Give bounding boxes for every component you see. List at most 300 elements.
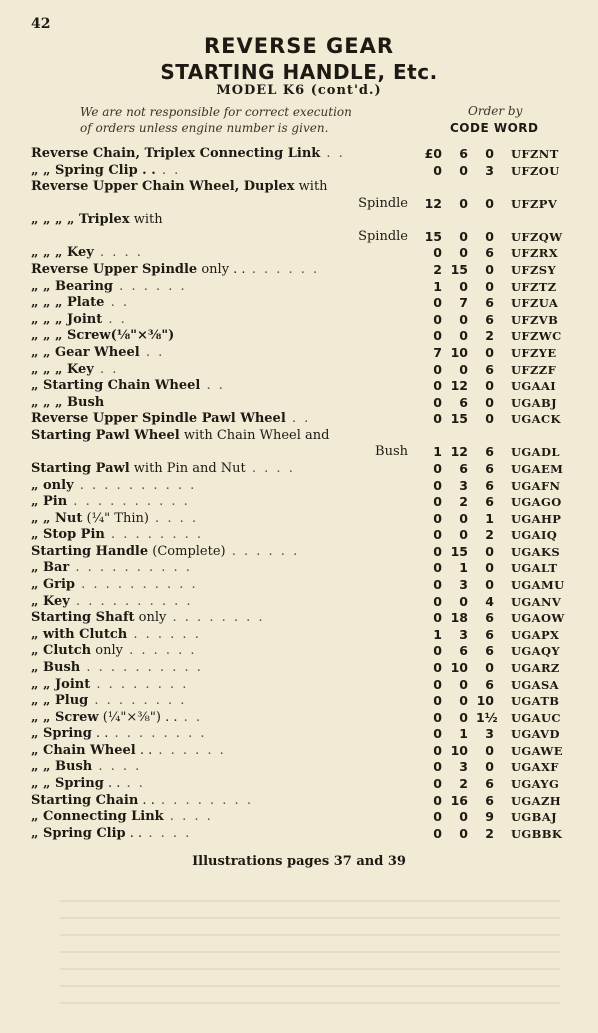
price-pence: 0 bbox=[485, 228, 494, 244]
price-pence: 0 bbox=[485, 378, 494, 394]
part-name: „ „ Bush bbox=[31, 759, 93, 775]
list-item bbox=[0, 594, 598, 611]
price-shillings: 10 bbox=[450, 344, 468, 360]
code-word: UGASA bbox=[511, 677, 559, 692]
part-description bbox=[31, 594, 408, 610]
leader-dots: . . . . . . bbox=[152, 742, 226, 758]
price-pence: 2 bbox=[485, 825, 494, 841]
part-name: Starting Pawl Wheel bbox=[31, 427, 180, 443]
price-pounds: 0 bbox=[433, 659, 442, 675]
price-pounds: 2 bbox=[433, 262, 442, 278]
price-pence: 6 bbox=[485, 494, 494, 510]
price-pounds: 0 bbox=[433, 643, 442, 659]
code-word: UGADL bbox=[511, 445, 560, 460]
code-word: UGBBK bbox=[511, 826, 563, 841]
leader-dots: . . bbox=[177, 709, 203, 725]
leader-dots: . . . . . . bbox=[225, 543, 300, 559]
part-name: „ „ „ Screw(⅛"×⅜") bbox=[31, 328, 175, 344]
price-pence: 6 bbox=[485, 775, 494, 791]
code-word: UFZOU bbox=[511, 163, 560, 178]
price-shillings: 3 bbox=[459, 577, 468, 593]
code-word: UFZPV bbox=[511, 196, 558, 211]
price-pence: 3 bbox=[485, 162, 494, 178]
bleed-through-shadow bbox=[60, 900, 560, 1010]
price-pence: 6 bbox=[485, 444, 494, 460]
price-pence: 6 bbox=[485, 295, 494, 311]
code-word: UGAVD bbox=[511, 727, 560, 742]
price-shillings: 0 bbox=[459, 278, 468, 294]
leader-dots: . . . . . . bbox=[113, 278, 187, 294]
leader-dots: . . bbox=[155, 162, 181, 178]
part-qualifier: Spindle bbox=[358, 228, 408, 244]
price-pounds: 0 bbox=[433, 245, 442, 261]
part-description bbox=[31, 560, 408, 576]
price-pence: 0 bbox=[485, 659, 494, 675]
list-item bbox=[0, 312, 598, 329]
code-word: UFZRX bbox=[511, 246, 559, 261]
list-item bbox=[0, 163, 598, 180]
price-pounds: 0 bbox=[433, 759, 442, 775]
disclaimer-line-2: of orders unless engine number is given. bbox=[80, 121, 329, 135]
parts-list bbox=[0, 146, 598, 842]
price-pence: 6 bbox=[485, 311, 494, 327]
price-pounds: 1 bbox=[433, 278, 442, 294]
list-item bbox=[0, 411, 598, 428]
price-pence: 0 bbox=[485, 577, 494, 593]
leader-dots: . . bbox=[104, 295, 129, 311]
part-qualifier: . . bbox=[103, 775, 121, 791]
price-pounds: 0 bbox=[433, 825, 442, 841]
price-shillings: 15 bbox=[450, 411, 468, 427]
list-item bbox=[0, 461, 598, 478]
part-qualifier: with Pin and Nut bbox=[129, 460, 246, 476]
part-description bbox=[31, 693, 408, 709]
part-description bbox=[31, 196, 408, 212]
part-description bbox=[31, 527, 408, 543]
part-name: Starting Pawl bbox=[31, 460, 130, 476]
code-word: UGAIQ bbox=[511, 528, 558, 543]
price-shillings: 0 bbox=[459, 676, 468, 692]
part-name: „ „ „ Bush bbox=[31, 394, 105, 410]
price-shillings: 12 bbox=[450, 378, 468, 394]
price-shillings: 1 bbox=[459, 726, 468, 742]
price-shillings: 12 bbox=[450, 444, 468, 460]
part-name: „ Clutch bbox=[31, 643, 92, 659]
price-pence: 0 bbox=[485, 411, 494, 427]
part-description bbox=[31, 776, 408, 792]
code-word: UGALT bbox=[511, 561, 558, 576]
list-item bbox=[0, 660, 598, 677]
part-name: „ „ Nut bbox=[31, 510, 83, 526]
part-description bbox=[31, 759, 408, 775]
price-shillings: 6 bbox=[459, 643, 468, 659]
leader-dots: . . bbox=[120, 775, 145, 791]
leader-dots: . . . . . . . . . . bbox=[74, 577, 198, 593]
price-shillings: 0 bbox=[459, 825, 468, 841]
code-word: UGACK bbox=[511, 412, 561, 427]
price-shillings: 6 bbox=[459, 394, 468, 410]
price-pence: 0 bbox=[485, 146, 494, 161]
part-name: „ „ Joint bbox=[31, 676, 91, 692]
part-qualifier: with bbox=[294, 179, 328, 195]
list-item bbox=[0, 544, 598, 561]
list-item bbox=[0, 627, 598, 644]
code-word: UGAHP bbox=[511, 511, 562, 526]
price-pounds: 0 bbox=[433, 411, 442, 427]
part-qualifier: (Complete) bbox=[148, 543, 226, 559]
price-pence: 6 bbox=[485, 792, 494, 808]
part-description bbox=[31, 544, 408, 560]
list-item bbox=[0, 146, 598, 163]
part-description bbox=[31, 212, 408, 228]
model-label: MODEL K6 (cont'd.) bbox=[216, 83, 382, 98]
price-pence: 6 bbox=[485, 626, 494, 642]
part-description bbox=[31, 146, 408, 162]
part-description bbox=[31, 395, 408, 411]
part-description bbox=[31, 511, 408, 527]
part-name: „ Spring bbox=[31, 726, 92, 742]
part-description bbox=[31, 461, 408, 477]
part-description bbox=[31, 610, 408, 626]
list-item bbox=[0, 444, 598, 461]
part-name: „ „ Plug bbox=[31, 693, 89, 709]
part-description bbox=[31, 312, 408, 328]
code-word: UFZUA bbox=[511, 296, 559, 311]
part-name: „ „ Spring bbox=[31, 775, 104, 791]
price-pence: 10 bbox=[476, 693, 494, 709]
illustrations-footer: Illustrations pages 37 and 39 bbox=[192, 854, 406, 869]
price-pence: 0 bbox=[485, 195, 494, 211]
part-qualifier: . . bbox=[91, 726, 109, 742]
price-pounds: 0 bbox=[433, 162, 442, 178]
code-word: UFZZF bbox=[511, 362, 557, 377]
list-item bbox=[0, 345, 598, 362]
code-word: UGAOW bbox=[511, 611, 565, 626]
part-name: „ „ „ Plate bbox=[31, 295, 105, 311]
part-qualifier: (¼"×⅜") . . bbox=[98, 709, 178, 725]
list-item bbox=[0, 295, 598, 312]
leader-dots: . . . . . . . . bbox=[104, 527, 203, 543]
list-item bbox=[0, 677, 598, 694]
price-pounds: 0 bbox=[433, 494, 442, 510]
leader-dots: . . . . bbox=[93, 245, 143, 261]
price-shillings: 3 bbox=[459, 477, 468, 493]
price-shillings: 0 bbox=[459, 245, 468, 261]
list-item bbox=[0, 196, 598, 213]
part-description bbox=[31, 245, 408, 261]
part-description bbox=[31, 279, 408, 295]
part-name: „ Connecting Link bbox=[31, 809, 164, 825]
part-name: Starting Shaft bbox=[31, 610, 135, 626]
part-description bbox=[31, 262, 408, 278]
list-item bbox=[0, 378, 598, 395]
part-name: „ „ Screw bbox=[31, 709, 99, 725]
code-word: UFZSY bbox=[511, 263, 557, 278]
code-word: UFZVB bbox=[511, 312, 559, 327]
list-item bbox=[0, 577, 598, 594]
price-shillings: 0 bbox=[459, 593, 468, 609]
part-name: Starting Handle bbox=[31, 543, 149, 559]
leader-dots: . . . . . . . . bbox=[108, 726, 207, 742]
leader-dots: . . . . . . . . bbox=[154, 792, 253, 808]
part-name: „ Starting Chain Wheel bbox=[31, 378, 201, 394]
code-word: UGAUC bbox=[511, 710, 561, 725]
code-word: UGAGO bbox=[511, 495, 562, 510]
list-item bbox=[0, 743, 598, 760]
code-word: UGAQY bbox=[511, 644, 560, 659]
price-pence: 0 bbox=[485, 262, 494, 278]
price-shillings: 0 bbox=[459, 809, 468, 825]
price-pounds: 0 bbox=[433, 460, 442, 476]
price-pounds: 0 bbox=[433, 809, 442, 825]
part-qualifier: Bush bbox=[375, 444, 408, 460]
price-pence: 6 bbox=[485, 477, 494, 493]
part-qualifier: (¼" Thin) bbox=[82, 510, 149, 526]
part-description bbox=[31, 643, 408, 659]
price-pounds: 0 bbox=[433, 610, 442, 626]
part-name: „ Pin bbox=[31, 494, 68, 510]
part-description bbox=[31, 627, 408, 643]
list-item bbox=[0, 262, 598, 279]
code-word: UGARZ bbox=[511, 660, 560, 675]
price-pounds: 1 bbox=[433, 626, 442, 642]
page-title: REVERSE GEAR bbox=[203, 34, 395, 58]
price-shillings: 3 bbox=[459, 759, 468, 775]
part-description bbox=[31, 378, 408, 394]
leader-dots: . . . . . . . . . . bbox=[73, 477, 197, 493]
list-item bbox=[0, 511, 598, 528]
part-description bbox=[31, 826, 408, 842]
leader-dots: . . bbox=[139, 344, 165, 360]
code-word: UGAEM bbox=[511, 461, 564, 476]
order-by-label: Order by bbox=[468, 104, 523, 118]
leader-dots: . . . . bbox=[163, 809, 213, 825]
price-shillings: 0 bbox=[459, 361, 468, 377]
code-word: UFZYE bbox=[511, 345, 557, 360]
price-pence: 0 bbox=[485, 759, 494, 775]
code-word: UGAMU bbox=[511, 578, 565, 593]
price-pounds: 0 bbox=[433, 543, 442, 559]
part-description bbox=[31, 494, 408, 510]
price-shillings: 3 bbox=[459, 626, 468, 642]
part-description bbox=[31, 362, 408, 378]
leader-dots: . . . . bbox=[92, 759, 142, 775]
list-item bbox=[0, 710, 598, 727]
part-name: „ „ Bearing bbox=[31, 278, 114, 294]
leader-dots: . . . . bbox=[245, 460, 295, 476]
code-word: UGAKS bbox=[511, 544, 561, 559]
leader-dots: . . bbox=[200, 378, 225, 394]
leader-dots: . . . . . . . . . . bbox=[67, 494, 190, 510]
leader-dots: . . . . bbox=[142, 825, 192, 841]
code-word: UGANV bbox=[511, 594, 562, 609]
part-qualifier: only . . bbox=[197, 262, 246, 278]
price-pounds: 0 bbox=[433, 510, 442, 526]
leader-dots: . . . . . . . . . . bbox=[80, 659, 203, 675]
part-name: Reverse Chain, Triplex Connecting Link bbox=[31, 146, 321, 161]
price-pounds: 0 bbox=[433, 726, 442, 742]
leader-dots: . . . . . . . . . . bbox=[69, 560, 192, 576]
part-description bbox=[31, 179, 408, 195]
part-qualifier: . . bbox=[135, 742, 153, 758]
part-name: „ only bbox=[31, 477, 74, 493]
price-shillings: 6 bbox=[459, 460, 468, 476]
price-pounds: 0 bbox=[433, 775, 442, 791]
price-shillings: 10 bbox=[450, 742, 468, 758]
part-qualifier: with bbox=[129, 212, 163, 228]
part-description bbox=[31, 660, 408, 676]
price-pence: 0 bbox=[485, 394, 494, 410]
part-name: Reverse Upper Spindle bbox=[31, 262, 198, 278]
price-shillings: 2 bbox=[459, 494, 468, 510]
leader-dots: . . . . . . bbox=[122, 643, 197, 659]
list-item bbox=[0, 428, 598, 445]
list-item bbox=[0, 693, 598, 710]
leader-dots: . . bbox=[102, 311, 127, 327]
part-name: „ „ Gear Wheel bbox=[31, 344, 140, 360]
part-description bbox=[31, 577, 408, 593]
leader-dots: . . . . . . . . bbox=[90, 676, 189, 692]
list-item bbox=[0, 328, 598, 345]
leader-dots: . . . . . . bbox=[127, 626, 201, 642]
leader-dots: . . . . . . . . bbox=[88, 693, 187, 709]
price-pounds: 0 bbox=[433, 394, 442, 410]
code-word: UGABJ bbox=[511, 395, 557, 410]
price-pence: 2 bbox=[485, 527, 494, 543]
code-word: UFZWC bbox=[511, 329, 562, 344]
list-item bbox=[0, 494, 598, 511]
price-shillings: 0 bbox=[459, 693, 468, 709]
price-pence: 0 bbox=[485, 742, 494, 758]
part-description bbox=[31, 793, 408, 809]
price-pounds: 15 bbox=[424, 228, 442, 244]
part-description bbox=[31, 328, 408, 344]
price-pence: 0 bbox=[485, 278, 494, 294]
code-word: UGAYG bbox=[511, 776, 560, 791]
price-shillings: 0 bbox=[459, 328, 468, 344]
price-pence: 0 bbox=[485, 543, 494, 559]
part-name: „ with Clutch bbox=[31, 626, 128, 642]
disclaimer-line-1: We are not responsible for correct execution bbox=[80, 105, 352, 119]
price-pence: 6 bbox=[485, 610, 494, 626]
price-shillings: 0 bbox=[459, 228, 468, 244]
price-pence: 4 bbox=[485, 593, 494, 609]
list-item bbox=[0, 279, 598, 296]
price-pounds: 0 bbox=[433, 676, 442, 692]
page-number: 42 bbox=[31, 16, 51, 32]
price-shillings: 10 bbox=[450, 659, 468, 675]
code-word: UGAWE bbox=[511, 743, 563, 758]
price-shillings: 16 bbox=[450, 792, 468, 808]
price-pence: 6 bbox=[485, 460, 494, 476]
part-name: „ „ Spring Clip . . bbox=[31, 162, 156, 178]
price-pounds: 1 bbox=[433, 444, 442, 460]
code-word: UGAXF bbox=[511, 760, 559, 775]
part-qualifier: with Chain Wheel and bbox=[179, 427, 330, 443]
code-word: UGAFN bbox=[511, 478, 561, 493]
price-pounds: 0 bbox=[433, 378, 442, 394]
part-description bbox=[31, 411, 408, 427]
list-item bbox=[0, 179, 598, 196]
part-name: Starting Chain bbox=[31, 792, 139, 808]
part-name: „ Key bbox=[31, 593, 70, 609]
price-pounds: 7 bbox=[433, 344, 442, 360]
leader-dots: . . bbox=[320, 146, 345, 161]
part-qualifier: only bbox=[91, 643, 123, 659]
leader-dots: . . . . . . . . . . bbox=[69, 593, 193, 609]
list-item bbox=[0, 212, 598, 229]
price-pence: 2 bbox=[485, 328, 494, 344]
part-name: „ Bush bbox=[31, 659, 81, 675]
code-word: UGATB bbox=[511, 694, 560, 709]
part-description bbox=[31, 710, 408, 726]
part-name: „ Grip bbox=[31, 577, 75, 593]
price-shillings: 0 bbox=[459, 527, 468, 543]
list-item bbox=[0, 776, 598, 793]
part-name: „ Chain Wheel bbox=[31, 742, 136, 758]
price-pence: 9 bbox=[485, 809, 494, 825]
code-word-header: CODE WORD bbox=[450, 121, 539, 135]
part-description bbox=[31, 743, 408, 759]
list-item bbox=[0, 610, 598, 627]
price-shillings: 7 bbox=[459, 295, 468, 311]
part-description bbox=[31, 809, 408, 825]
leader-dots: . . . . bbox=[148, 510, 198, 526]
list-item bbox=[0, 759, 598, 776]
part-description bbox=[31, 295, 408, 311]
price-shillings: 0 bbox=[459, 311, 468, 327]
code-word: UGAZH bbox=[511, 793, 562, 808]
leader-dots: . . . . . . bbox=[245, 262, 320, 278]
price-pence: 6 bbox=[485, 676, 494, 692]
list-item bbox=[0, 826, 598, 843]
price-pounds: 0 bbox=[433, 361, 442, 377]
part-description bbox=[31, 345, 408, 361]
price-pounds: 0 bbox=[433, 742, 442, 758]
part-description bbox=[31, 726, 408, 742]
part-description bbox=[31, 163, 408, 179]
price-pounds: 0 bbox=[433, 477, 442, 493]
part-name: „ „ „ „ Triplex bbox=[31, 212, 130, 228]
list-item bbox=[0, 809, 598, 826]
list-item bbox=[0, 395, 598, 412]
part-description bbox=[31, 478, 408, 494]
price-shillings: 2 bbox=[459, 775, 468, 791]
price-shillings: 0 bbox=[459, 195, 468, 211]
part-name: „ Stop Pin bbox=[31, 527, 105, 543]
price-pounds: 0 bbox=[433, 577, 442, 593]
price-pounds: 12 bbox=[424, 195, 442, 211]
list-item bbox=[0, 478, 598, 495]
list-item bbox=[0, 793, 598, 810]
list-item bbox=[0, 643, 598, 660]
code-word: UFZQW bbox=[511, 229, 563, 244]
price-pence: 0 bbox=[485, 344, 494, 360]
part-description bbox=[31, 229, 408, 245]
leader-dots: . . . . . . . . bbox=[166, 610, 265, 626]
price-pence: 1 bbox=[485, 510, 494, 526]
price-shillings: 15 bbox=[450, 543, 468, 559]
part-name: „ „ „ Key bbox=[31, 361, 94, 377]
price-pence: 6 bbox=[485, 361, 494, 377]
price-pounds: 0 bbox=[433, 709, 442, 725]
code-word: UGAAI bbox=[511, 379, 557, 394]
price-pence: 0 bbox=[485, 560, 494, 576]
list-item bbox=[0, 726, 598, 743]
price-shillings: 6 bbox=[459, 146, 468, 161]
part-qualifier: . . bbox=[138, 792, 155, 808]
part-qualifier: only bbox=[134, 610, 167, 626]
